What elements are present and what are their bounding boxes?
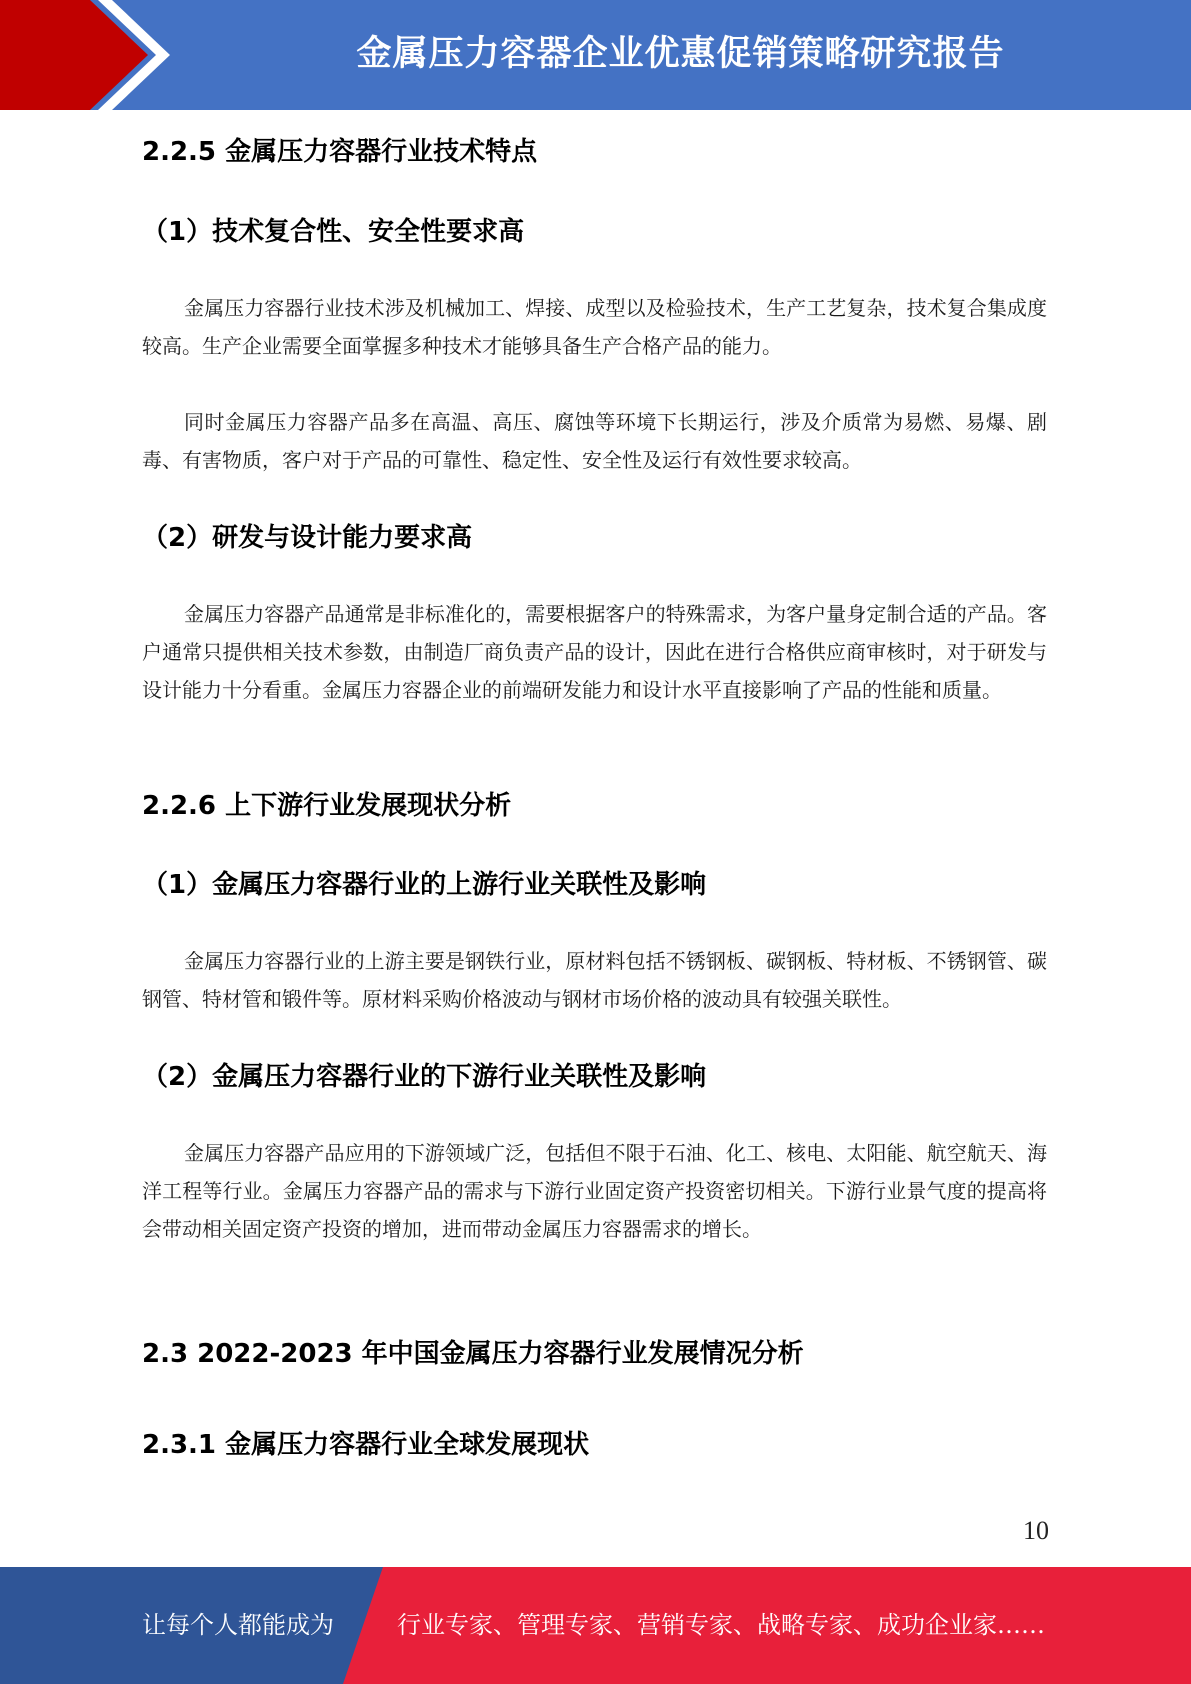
section-heading-2-2-5: 2.2.5 金属压力容器行业技术特点 — [142, 137, 538, 167]
page-number: 10 — [1023, 1516, 1049, 1545]
section-heading-2-3-1: 2.3.1 金属压力容器行业全球发展现状 — [142, 1430, 590, 1460]
subsection-heading-tech-complexity: （1）技术复合性、安全性要求高 — [142, 217, 525, 247]
page-footer — [0, 1567, 1191, 1684]
subsection-heading-downstream: （2）金属压力容器行业的下游行业关联性及影响 — [142, 1062, 707, 1092]
footer-slogan-right: 行业专家、管理专家、营销专家、战略专家、成功企业家…… — [397, 1611, 1045, 1639]
subsection-heading-upstream: （1）金属压力容器行业的上游行业关联性及影响 — [142, 870, 707, 900]
report-title: 金属压力容器企业优惠促销策略研究报告 — [356, 34, 1005, 74]
paragraph-upstream-1: 金属压力容器行业的上游主要是钢铁行业，原材料包括不锈钢板、碳钢板、特材板、不锈钢管、碳钢管、特材管和锻件等。原材料采购价格波动与钢材市场价格的波动具有较强关联性。 — [142, 949, 1047, 1011]
paragraph-tech-complexity-2: 同时金属压力容器产品多在高温、高压、腐蚀等环境下长期运行，涉及介质常为易燃、易爆、剧毒、有害物质，客户对于产品的可靠性、稳定性、安全性及运行有效性要求较高。 — [142, 410, 1047, 472]
paragraph-tech-complexity-1: 金属压力容器行业技术涉及机械加工、焊接、成型以及检验技术，生产工艺复杂，技术复合集成度较高。生产企业需要全面掌握多种技术才能够具备生产合格产品的能力。 — [142, 296, 1047, 358]
paragraph-rnd-design-1: 金属压力容器产品通常是非标准化的，需要根据客户的特殊需求，为客户量身定制合适的产品。客户通常只提供相关技术参数，由制造厂商负责产品的设计，因此在进行合格供应商审核时，对于研发与设计能力十分看重。金属压力容器企业的前端研发能力和设计水平直接影响了产品的性能和质量。 — [142, 602, 1047, 702]
section-heading-2-3: 2.3 2022-2023 年中国金属压力容器行业发展情况分析 — [142, 1339, 804, 1369]
page-header — [0, 0, 1191, 110]
paragraph-downstream-1: 金属压力容器产品应用的下游领域广泛，包括但不限于石油、化工、核电、太阳能、航空航天、海洋工程等行业。金属压力容器产品的需求与下游行业固定资产投资密切相关。下游行业景气度的提高将会带动相关固定资产投资的增加，进而带动金属压力容器需求的增长。 — [142, 1141, 1047, 1241]
subsection-heading-rnd-design: （2）研发与设计能力要求高 — [142, 523, 473, 553]
section-heading-2-2-6: 2.2.6 上下游行业发展现状分析 — [142, 791, 512, 821]
footer-slogan-left: 让每个人都能成为 — [142, 1611, 334, 1639]
